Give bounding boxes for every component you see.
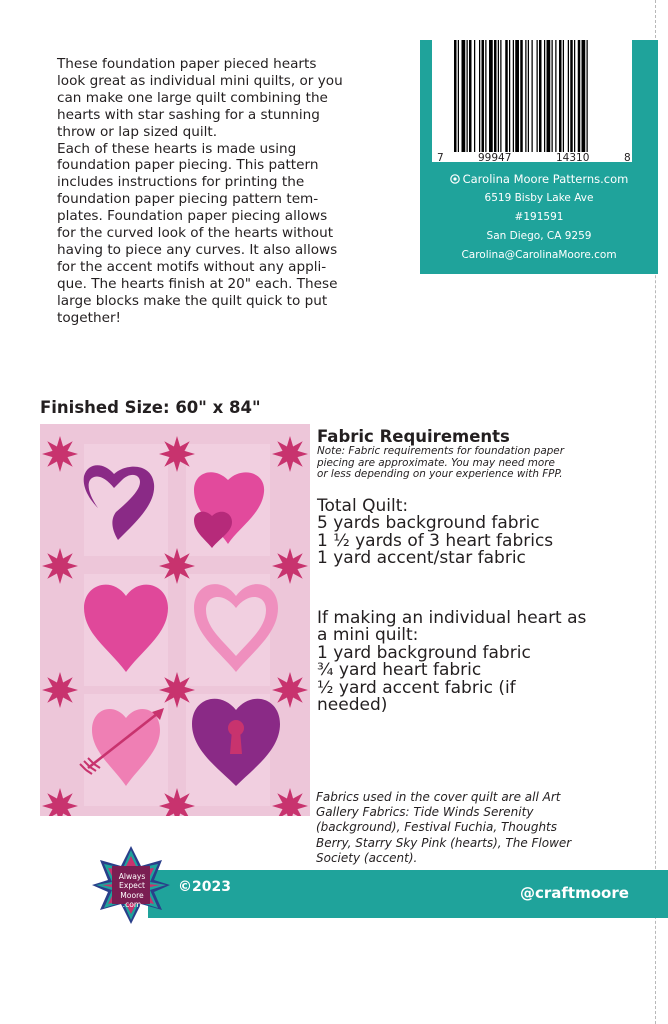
- star-block: [159, 672, 195, 708]
- mini-quilt-line: ½ yard accent fabric (if: [317, 677, 516, 698]
- barcode-bar: [509, 40, 510, 152]
- flower-icon: [450, 174, 460, 184]
- mini-quilt-requirements: [317, 610, 637, 714]
- publisher-name-line: [420, 170, 658, 189]
- intro-line: These foundation paper pieced hearts: [57, 56, 317, 72]
- barcode-bar: [544, 40, 545, 152]
- intro-line: foundation paper piecing pattern tem-: [57, 191, 319, 208]
- total-quilt-line: 1 ½ yards of 3 heart fabrics: [317, 530, 554, 551]
- star-block: [42, 436, 78, 472]
- publisher-info: [420, 170, 658, 265]
- mini-quilt-line: If making an individual heart as: [317, 608, 587, 628]
- fabric-note-line: Note: Fabric requirements for foundation paper: [317, 445, 564, 457]
- star-block: [272, 672, 308, 708]
- total-quilt-requirements: [317, 498, 637, 568]
- barcode-bar: [469, 40, 472, 152]
- intro-line: having to piece any curves. It also allows: [57, 241, 338, 258]
- fabrics-used-text: [316, 790, 636, 866]
- barcode-bar: [563, 40, 564, 152]
- logo-text-line: Expect: [119, 881, 145, 891]
- barcode-bar: [474, 40, 475, 152]
- star-block: [159, 436, 195, 472]
- mini-quilt-line: 1 yard background fabric: [317, 642, 531, 663]
- barcode-bar: [485, 40, 486, 152]
- barcode-bar: [482, 40, 485, 152]
- total-quilt-line: Total Quilt:: [317, 496, 409, 516]
- barcode-bar: [552, 40, 553, 152]
- fabric-requirements: [317, 428, 657, 481]
- barcode-bar: [525, 40, 526, 152]
- publisher-street: 6519 Bisby Lake Ave: [484, 192, 594, 204]
- fabrics-used-line: Society (accent).: [316, 850, 418, 865]
- mini-quilt-line: a mini quilt:: [317, 625, 419, 646]
- fabric-requirements-title: Fabric Requirements: [317, 427, 510, 446]
- total-quilt-line: 5 yards background fabric: [317, 513, 540, 534]
- keyhole-slot: [230, 730, 242, 754]
- barcode-bar: [458, 40, 459, 152]
- star-block: [159, 548, 195, 584]
- barcode-bar: [539, 40, 542, 152]
- barcode-digit-group-left: 99947: [478, 152, 512, 164]
- barcode-bar: [454, 40, 457, 152]
- intro-line: foundation paper piecing. This pattern: [57, 157, 319, 174]
- intro-line: Each of these hearts is made using: [57, 140, 297, 157]
- fabrics-used-line: Fabrics used in the cover quilt are all Art: [316, 790, 561, 804]
- logo-text: [112, 872, 152, 910]
- publisher-email: Carolina@CarolinaMoore.com: [461, 249, 617, 261]
- barcode-bar: [520, 40, 523, 152]
- barcode-digit-first: 7: [437, 152, 444, 164]
- barcode-bar: [500, 40, 501, 152]
- barcode-digit-last: 8: [624, 152, 631, 164]
- barcode-bar: [467, 40, 468, 152]
- fabric-note: [317, 446, 657, 481]
- intro-line: throw or lap sized quilt.: [57, 123, 218, 140]
- star-block: [272, 436, 308, 472]
- barcode-digit-group-right: 14310: [556, 152, 590, 164]
- social-handle[interactable]: @craftmoore: [520, 884, 629, 902]
- barcode-bar: [578, 40, 581, 152]
- intro-line: large blocks make the quilt quick to put: [57, 292, 328, 309]
- barcode-bar: [547, 40, 551, 152]
- barcode-bar: [498, 40, 499, 152]
- barcode-bar: [574, 40, 575, 152]
- barcode-bar: [555, 40, 556, 152]
- barcode-bar: [479, 40, 480, 152]
- logo-text-line: Always: [118, 872, 146, 881]
- intro-line: hearts with star sashing for a stunning: [57, 106, 320, 123]
- fabrics-used-line: Berry, Starry Sky Pink (hearts), The Flower: [316, 835, 572, 850]
- intro-text: [57, 56, 387, 327]
- logo-text-line: .com: [122, 900, 142, 910]
- star-block: [42, 672, 78, 708]
- barcode-bar: [537, 40, 538, 152]
- barcode-bar: [532, 40, 533, 152]
- barcode-bar: [587, 40, 588, 152]
- barcode-bar: [568, 40, 569, 152]
- publisher-name: Carolina Moore Patterns.com: [462, 172, 629, 186]
- fabrics-used-line: (background), Festival Fuchia, Thoughts: [316, 820, 558, 835]
- barcode-bar: [559, 40, 562, 152]
- barcode-bar: [489, 40, 493, 152]
- fabric-note-line: piecing are approximate. You may need more: [317, 456, 555, 469]
- intro-line: for the curved look of the hearts without: [57, 225, 334, 242]
- mini-quilt-line: needed): [317, 695, 388, 716]
- barcode-bar: [494, 40, 497, 152]
- barcode-bar: [462, 40, 466, 152]
- total-quilt-line: 1 yard accent/star fabric: [317, 548, 526, 569]
- quilt-illustration: [40, 424, 310, 816]
- barcode-bar: [505, 40, 508, 152]
- intro-line: can make one large quilt combining the: [57, 89, 328, 106]
- mini-quilt-line: ¾ yard heart fabric: [317, 660, 482, 681]
- star-block: [272, 548, 308, 584]
- publisher-unit: #191591: [514, 211, 564, 223]
- barcode-bar: [513, 40, 514, 152]
- barcode-bar: [570, 40, 573, 152]
- intro-line: together!: [57, 309, 121, 326]
- publisher-city: San Diego, CA 9259: [486, 230, 592, 242]
- fabric-note-line: or less depending on your experience with FPP.: [317, 468, 563, 480]
- barcode-bar: [515, 40, 519, 152]
- finished-size-heading: Finished Size: 60" x 84": [40, 398, 261, 417]
- copyright: ©2023: [178, 879, 231, 895]
- intro-line: plates. Foundation paper piecing allows: [57, 208, 328, 225]
- intro-line: que. The hearts finish at 20" each. These: [57, 275, 338, 292]
- barcode-bar: [582, 40, 586, 152]
- barcode-icon: [454, 40, 630, 152]
- fabrics-used-line: Gallery Fabrics: Tide Winds Serenity: [316, 805, 534, 820]
- star-block: [42, 548, 78, 584]
- intro-line: for the accent motifs without any appli-: [57, 258, 327, 275]
- intro-line: look great as individual mini quilts, or you: [57, 72, 343, 89]
- barcode-bar: [528, 40, 529, 152]
- intro-line: includes instructions for printing the: [57, 174, 305, 191]
- logo-text-line: Moore: [120, 890, 144, 900]
